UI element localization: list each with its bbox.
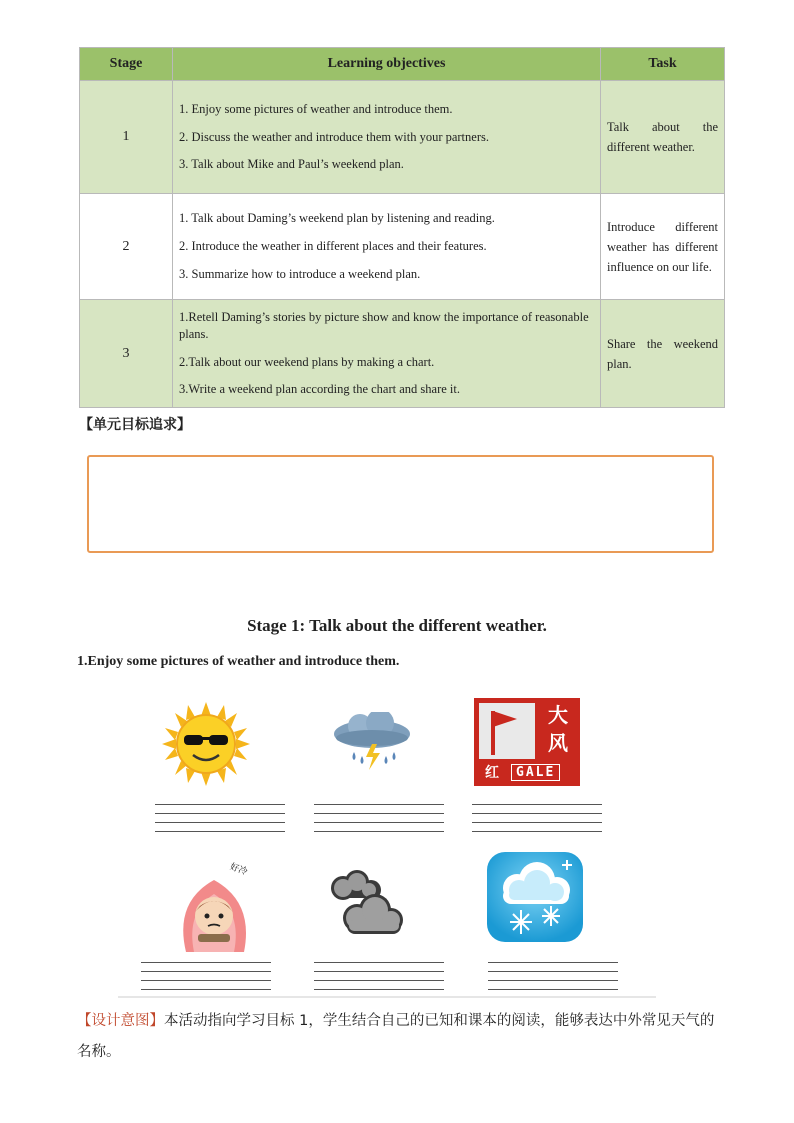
objective-item: 3. Talk about Mike and Paul’s weekend plan. xyxy=(179,157,404,172)
unit-goal-heading: 【单元目标追求】 xyxy=(79,417,191,433)
snowy-icon xyxy=(487,852,583,942)
objective-item: 1. Enjoy some pictures of weather and introduce them. xyxy=(179,101,453,116)
activity-title: 1.Enjoy some pictures of weather and introduce them. xyxy=(77,654,400,669)
stage-title: Stage 1: Talk about the different weather. xyxy=(247,616,547,635)
objectives-cell xyxy=(173,81,601,194)
design-note-tag: 【设计意图】 xyxy=(77,1013,164,1029)
objective-item: 3. Summarize how to introduce a weekend plan. xyxy=(179,266,421,281)
answer-lines[interactable] xyxy=(155,804,285,834)
answer-lines[interactable] xyxy=(472,804,602,834)
table-row xyxy=(80,194,725,300)
answer-lines[interactable] xyxy=(488,962,618,992)
stage-number: 1 xyxy=(80,81,173,194)
sunny-icon xyxy=(162,702,250,786)
cloudy-icon xyxy=(325,868,405,942)
table-header-row xyxy=(80,48,725,81)
gale-label: GALE xyxy=(511,764,560,781)
gale-warning-icon xyxy=(474,698,580,786)
divider xyxy=(118,996,656,998)
stage-number: 2 xyxy=(80,194,173,300)
objectives-cell xyxy=(173,194,601,300)
answer-lines[interactable] xyxy=(141,962,271,992)
design-note xyxy=(77,1006,727,1068)
gale-char-top: 大 xyxy=(548,703,568,727)
gale-char-bottom: 风 xyxy=(548,731,568,755)
stage-table xyxy=(79,47,725,408)
stage-number: 3 xyxy=(80,300,173,408)
header-task: Task xyxy=(601,48,725,81)
objective-item: 1.Retell Daming’s stories by picture show and know the importance of reasonable plans. xyxy=(179,309,589,341)
objective-item: 3.Write a weekend plan according the chart and share it. xyxy=(179,382,460,397)
header-objectives: Learning objectives xyxy=(173,48,601,81)
task-cell: Talk about the different weather. xyxy=(601,81,725,194)
objective-item: 2.Talk about our weekend plans by making a chart. xyxy=(179,354,435,369)
gale-red-label: 红 xyxy=(485,765,499,781)
task-cell: Share the weekend plan. xyxy=(601,300,725,408)
flag-panel xyxy=(479,703,535,759)
answer-lines[interactable] xyxy=(314,962,444,992)
table-row xyxy=(80,300,725,408)
design-note-text: 本活动指向学习目标 1，学生结合自己的已知和课本的阅读，能够表达中外常见天气的名称。 xyxy=(77,1013,715,1060)
thunderstorm-icon xyxy=(332,712,414,774)
cold-marks: 好冷 xyxy=(228,862,249,878)
objective-item: 2. Introduce the weather in different places and their features. xyxy=(179,239,487,254)
cold-person-icon xyxy=(168,862,260,954)
objective-item: 2. Discuss the weather and introduce them with your partners. xyxy=(179,129,489,144)
header-stage: Stage xyxy=(80,48,173,81)
answer-lines[interactable] xyxy=(314,804,444,834)
objectives-cell xyxy=(173,300,601,408)
objective-item: 1. Talk about Daming’s weekend plan by listening and reading. xyxy=(179,211,495,226)
table-row xyxy=(80,81,725,194)
unit-goal-box[interactable] xyxy=(87,455,714,553)
task-cell: Introduce different weather has different influence on our life. xyxy=(601,194,725,300)
